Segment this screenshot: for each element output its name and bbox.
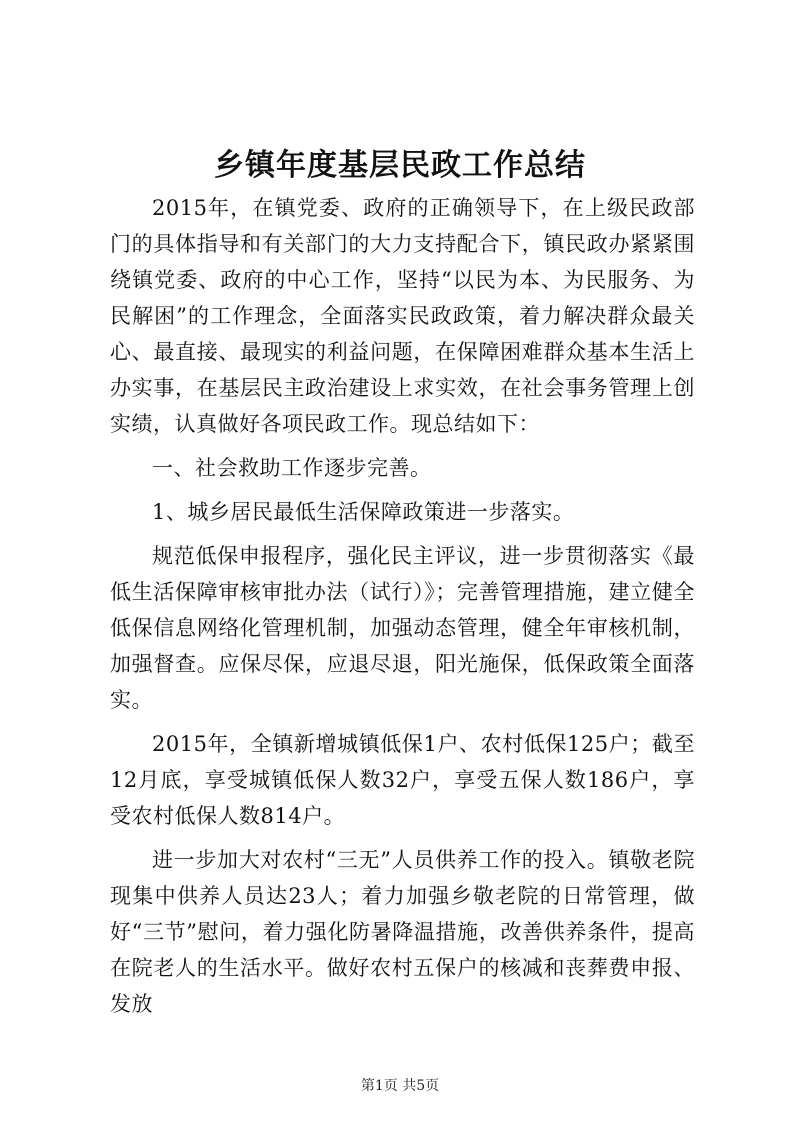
paragraph-support: 进一步加大对农村“三无”人员供养工作的投入。镇敬老院现集中供养人员达23人；着力加强乡敬老院的日常管理，做好“三节”慰问，着力强化防暑降温措施，改善供养条件，提高在院老人的生活水平。做好农村五保户的核减和丧葬费申报、发放: [110, 848, 695, 1016]
document-body: [110, 190, 695, 1030]
section-heading: 一、社会救助工作逐步完善。: [152, 456, 432, 480]
page-number: 第1页 共5页: [360, 1078, 440, 1094]
paragraph-intro: 2015年，在镇党委、政府的正确领导下，在上级民政部门的具体指导和有关部门的大力支持配合下，镇民政办紧紧围绕镇党委、政府的中心工作，坚持“以民为本、为民服务、为民解困”的工作理念，全面落实民政政策，着力解决群众最关心、最直接、最现实的利益问题，在保障困难群众基本生活上办实事，在基层民主政治建设上求实效，在社会事务管理上创实绩，认真做好各项民政工作。现总结如下：: [110, 196, 695, 436]
paragraph-procedures: 规范低保申报程序，强化民主评议，进一步贯彻落实《最低生活保障审核审批办法（试行）》；完善管理措施，建立健全低保信息网络化管理机制，加强动态管理，健全年审核机制，加强督查。应保尽保，应退尽退，阳光施保，低保政策全面落实。: [110, 544, 695, 712]
document-title: 乡镇年度基层民政工作总结: [214, 148, 586, 183]
paragraph-statistics: 2015年，全镇新增城镇低保1户、农村低保125户；截至12月底，享受城镇低保人数32户，享受五保人数186户，享受农村低保人数814户。: [110, 732, 695, 828]
subsection-heading: 1、城乡居民最低生活保障政策进一步落实。: [152, 500, 575, 524]
